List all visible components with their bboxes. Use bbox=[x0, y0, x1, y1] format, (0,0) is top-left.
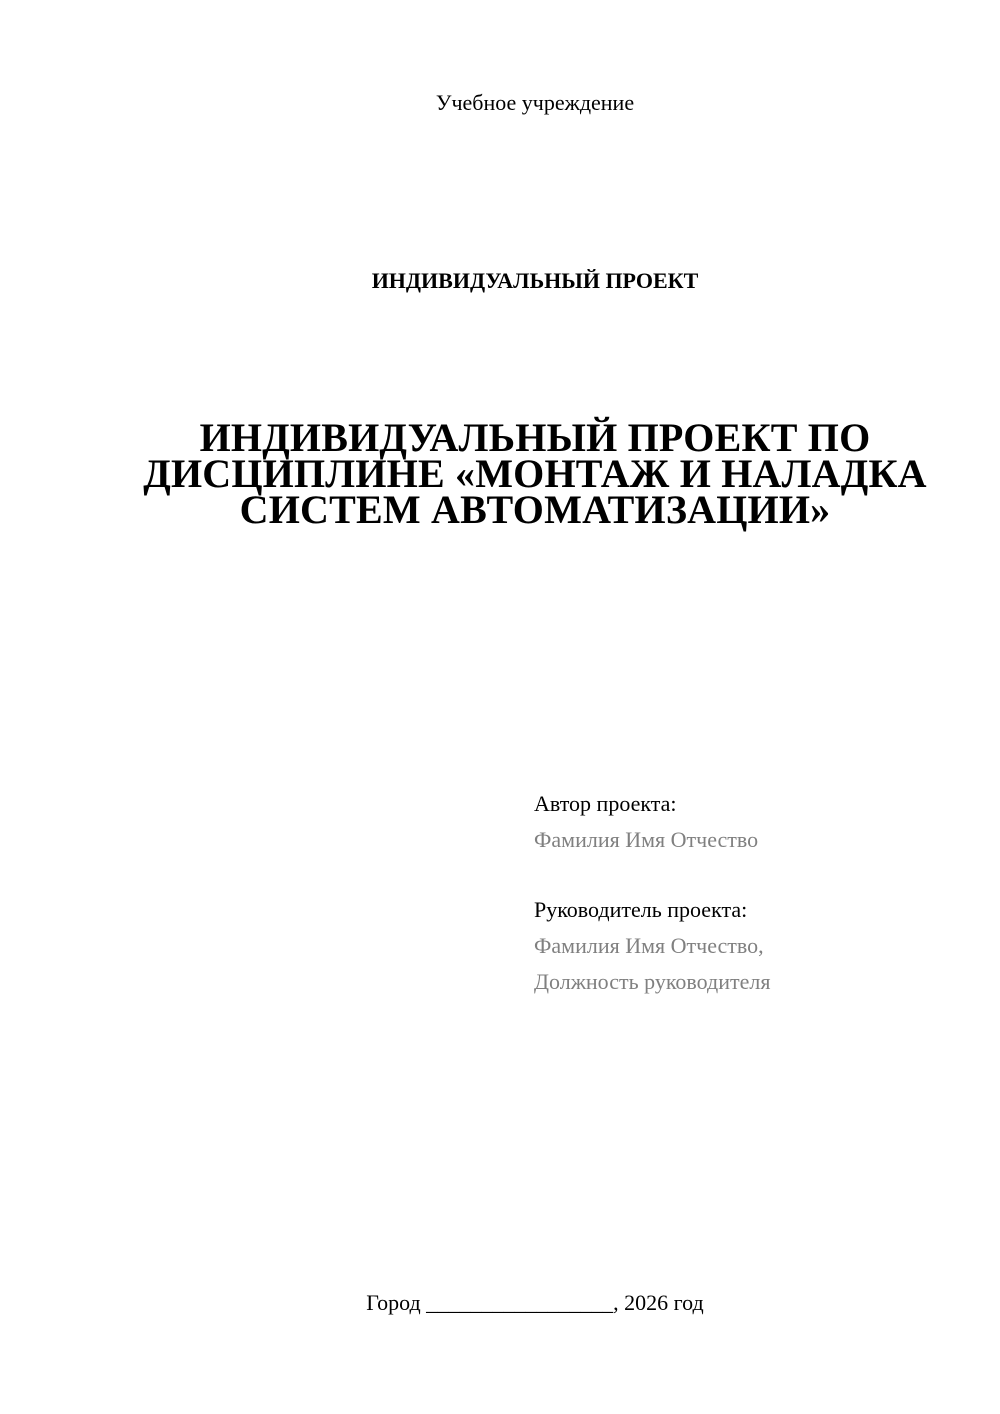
supervisor-position: Должность руководителя bbox=[534, 969, 771, 994]
project-title-line: СИСТЕМ АВТОМАТИЗАЦИИ» bbox=[239, 487, 831, 532]
institution-name: Учебное учреждение bbox=[435, 90, 635, 115]
supervisor-block bbox=[534, 892, 770, 1000]
project-title bbox=[140, 415, 930, 532]
supervisor-name: Фамилия Имя Отчество, bbox=[534, 933, 764, 958]
document-type: ИНДИВИДУАЛЬНЫЙ ПРОЕКТ bbox=[371, 268, 699, 293]
author-label: Автор проекта: bbox=[534, 791, 677, 816]
project-title-line: ДИСЦИПЛИНЕ «МОНТАЖ И НАЛАДКА bbox=[143, 451, 927, 496]
city-year-line: Город _________________, 2026 год bbox=[366, 1290, 704, 1315]
author-block bbox=[534, 786, 758, 858]
supervisor-label: Руководитель проекта: bbox=[534, 897, 748, 922]
project-title-line: ИНДИВИДУАЛЬНЫЙ ПРОЕКТ ПО bbox=[199, 415, 871, 460]
author-name: Фамилия Имя Отчество bbox=[534, 827, 759, 852]
